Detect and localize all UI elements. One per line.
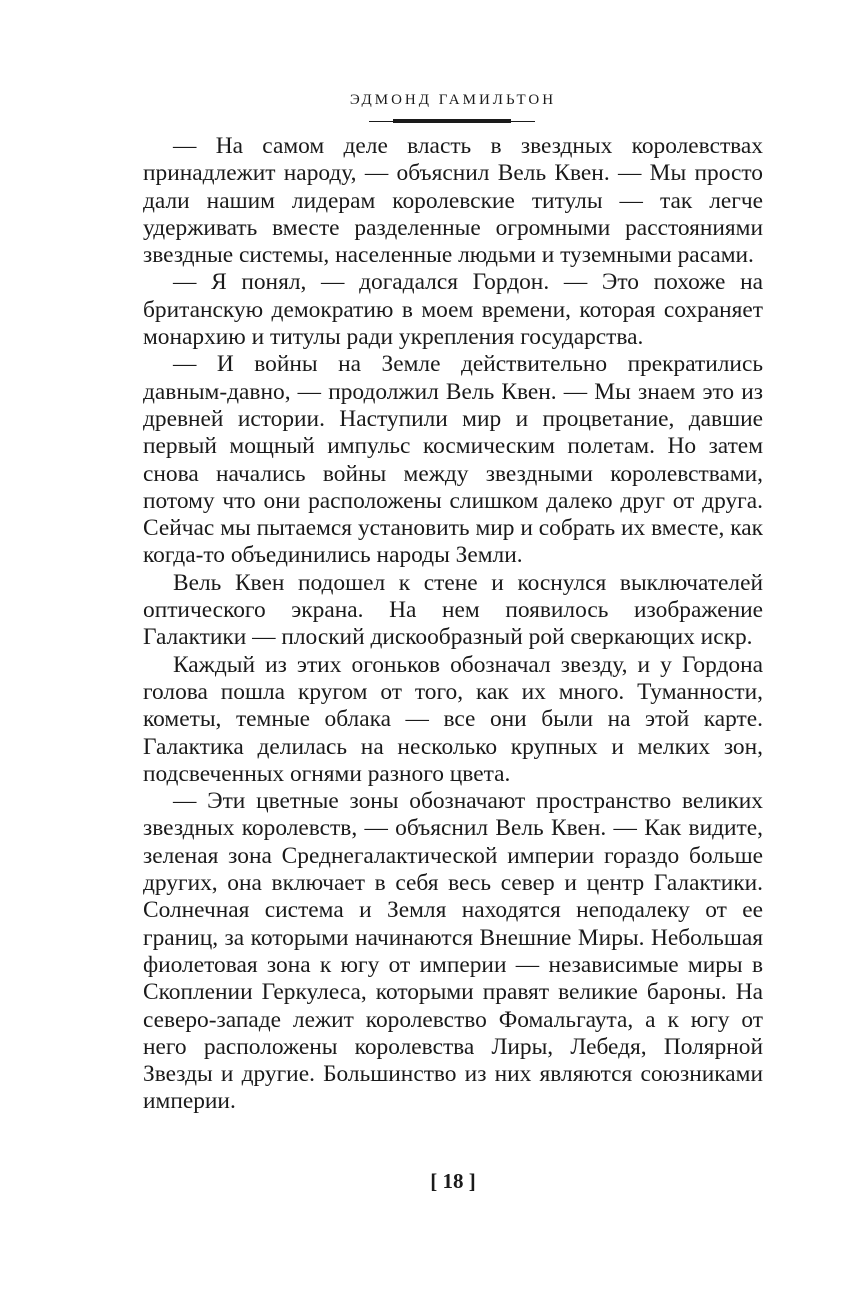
paragraph: Вель Квен подошел к стене и коснулся выключателей оптического экрана. На нем появилось изображение Галактики — плоский дискообразный рой сверкающих искр. [143, 569, 763, 651]
paragraph: — Эти цветные зоны обозначают пространство великих звездных королевств, — объяснил Вель Квен. — Как видите, зеленая зона Среднегалактической империи гораздо больше других, она включает в себя весь север и центр Галактики. Солнечная система и Земля находятся неподалеку от ее границ, за которыми начинаются Внешние Миры. Небольшая фиолетовая зона к югу от империи — независимые миры в Скоплении Геркулеса, которыми правят великие бароны. На северо-западе лежит королевство Фомальгаута, а к югу от него расположены королевства Лиры, Лебедя, Полярной Звезды и другие. Большинство из них являются союзниками империи. [143, 788, 763, 1115]
body-text [143, 133, 763, 1116]
header-rule-thick [393, 119, 511, 123]
header-rule [369, 119, 535, 125]
book-page [143, 80, 763, 1116]
paragraph: — На самом деле власть в звездных королевствах принадлежит народу, — объяснил Вель Квен. — Мы просто дали нашим лидерам королевские титулы — так легче удерживать вместе разделенные огромными расстояниями звездные системы, населенные людьми и туземными расами. [143, 133, 763, 269]
paragraph: — Я понял, — догадался Гордон. — Это похоже на британскую демократию в моем времени, которая сохраняет монархию и титулы ради укрепления государства. [143, 269, 763, 351]
running-header: ЭДМОНД ГАМИЛЬТОН [349, 92, 557, 108]
page-number: [ 18 ] [430, 1169, 476, 1193]
paragraph: Каждый из этих огоньков обозначал звезду, и у Гордона голова пошла кругом от того, как их много. Туманности, кометы, темные облака — все они были на этой карте. Галактика делилась на несколько крупных и мелких зон, подсвеченных огнями разного цвета. [143, 651, 763, 787]
paragraph: — И войны на Земле действительно прекратились давным-давно, — продолжил Вель Квен. — Мы знаем это из древней истории. Наступили мир и процветание, давшие первый мощный импульс космическим полетам. Но затем снова начались войны между звездными королевствами, потому что они расположены слишком далеко друг от друга. Сейчас мы пытаемся установить мир и собрать их вместе, как когда-то объединились народы Земли. [143, 351, 763, 569]
